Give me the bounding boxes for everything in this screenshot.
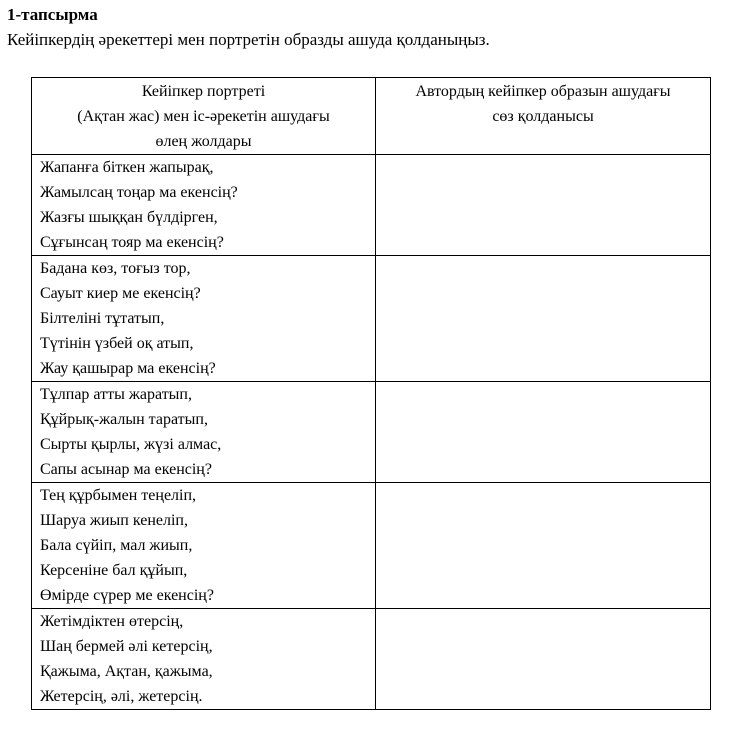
poem-cell (32, 155, 376, 256)
poem-line: Бадана көз, тоғыз тор, (40, 260, 191, 277)
header-line: сөз қолданысы (492, 108, 594, 125)
answer-cell[interactable] (376, 155, 711, 256)
table-row (32, 256, 711, 382)
poem-line: Тең құрбымен теңеліп, (40, 487, 197, 504)
poem-line: Жау қашырар ма екенсің? (40, 360, 216, 377)
header-line: (Ақтан жас) мен іс-әрекетін ашудағы (77, 108, 330, 125)
header-line: Автордың кейіпкер образын ашудағы (415, 83, 671, 100)
poem-line: Құйрық-жалын таратып, (40, 411, 208, 428)
task-instruction: Кейіпкердің әрекеттері мен портретін образды ашуда қолданыңыз. (7, 30, 490, 49)
poem-cell (32, 382, 376, 483)
table-row (32, 382, 711, 483)
poem-cell (32, 609, 376, 710)
poem-line: Тұлпар атты жаратып, (40, 386, 192, 403)
poem-line: Сапы асынар ма екенсің? (40, 461, 212, 478)
poem-line: Сырты қырлы, жүзі алмас, (40, 436, 222, 453)
answer-cell[interactable] (376, 256, 711, 382)
poem-line: Сұғынсаң тояр ма екенсің? (40, 234, 224, 251)
task-title: 1-тапсырма (7, 5, 98, 24)
poem-line: Жапанға біткен жапырақ, (40, 159, 214, 176)
answer-cell[interactable] (376, 382, 711, 483)
poem-line: Өмірде сүрер ме екенсің? (40, 587, 214, 604)
answer-cell[interactable] (376, 483, 711, 609)
poem-line: Керсеніне бал құйып, (40, 562, 188, 579)
answer-cell[interactable] (376, 609, 711, 710)
poem-line: Жамылсаң тоңар ма екенсің? (40, 184, 238, 201)
poem-line: Жетерсің, әлі, жетерсің. (40, 688, 203, 705)
header-author-usage (376, 78, 711, 155)
poem-line: Білтеліні тұтатып, (40, 310, 165, 327)
header-line: Кейіпкер портреті (141, 83, 266, 100)
table-row (32, 609, 711, 710)
poem-line: Сауыт киер ме екенсің? (40, 285, 201, 302)
table-header-row (32, 78, 711, 155)
poem-line: Түтінін үзбей оқ атып, (40, 335, 194, 352)
poem-line: Бала сүйіп, мал жиып, (40, 537, 193, 554)
poem-cell (32, 483, 376, 609)
poem-line: Шаң бермей әлі кетерсің, (40, 638, 213, 655)
poem-cell (32, 256, 376, 382)
worksheet-table (31, 77, 711, 710)
poem-line: Жазғы шыққан бүлдірген, (40, 209, 218, 226)
poem-line: Шаруа жиып кенеліп, (40, 512, 188, 529)
poem-line: Жетімдіктен өтерсің, (40, 613, 184, 630)
header-line: өлең жолдары (155, 133, 252, 150)
header-poem-lines (32, 78, 376, 155)
poem-line: Қажыма, Ақтан, қажыма, (40, 663, 213, 680)
table-row (32, 155, 711, 256)
table-row (32, 483, 711, 609)
